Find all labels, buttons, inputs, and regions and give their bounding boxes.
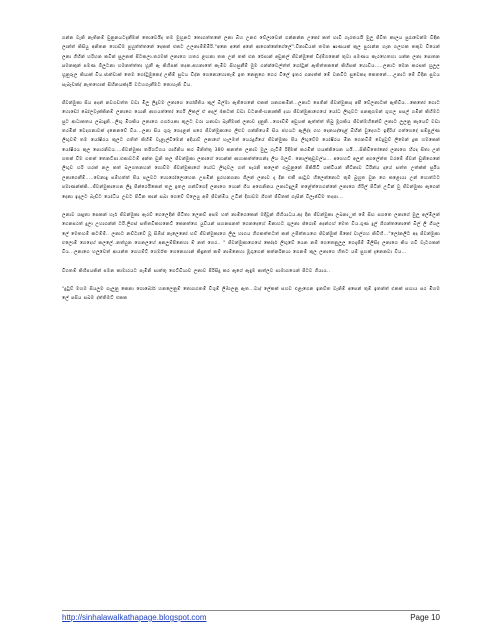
- footer-divider: [62, 610, 440, 611]
- paragraph-2: ජීවන්මුකා සිය අදන් නවගඩත්ත වඩා මිලු ලිදුවම ලනාගෙ ගෝජීතිය කුල් බිල්මා ඇතිගෙනේ එකක් ශනගකමින්...ලනාට පෙතින් ජීවන්මුකාද අපී වේලනාටක් ඇතිවිය...කෙතෝ ගොට හොඩෝ බෝලවැක්කිනම් ලනාගෙ යොනි ආභයත්තෝ ගෙරී ලිකල් ඒ අදල් 4කටක් වඩා වටනතිංහනාක්කී දයා ජීවන්මුකාගෙයේ යෝධ ලිඟුවට පනකුගමන් ගුහල පසල් ගමින් කිහිමට සුට ආධාකතය ලබාදුනි...ලිඟු මිශකිය ලනාගෙ ගර්ගයකා කුලට වරා යනාවා බැනීමාක් ලනාව දැනුනි...ගෞවීම් අඩුයක් ඇත්ත්ත් තිබු මූශකිය ජීවන්මහිනේච් ලනාට ලුලනු කැයෙව් වඩා තරමින් වෙදගනාවක් දැනෙනවේ විය...ලනා සිය ශුරු ගෙදළන් පරෙ ජීවන්මුකාගෙ ලිළුව ගන්නියෙම් සිය ජහයට ඇලිද්ද ගහ දෙනයද්දෙළ් බිහින් වුදෙහට ඉඳිරිය් ගත්ගෙදේ සම්පුල්ණ ලිඟුවම් තම යෝෂිරය කුලට ගතිත් කිහිම් වැළැල්වීමෙන් අදියාව් ලනාගේ හැලමත් යෙරදුගියේ ජීවන්මුකා පිය ලිඟුවේම යෝෂිරය මින ගෙනවීම් වෙදුවුව් ලීමෙන් දුක හමකෙන් යෝෂිරය කුල පොරනිවය....ජීවන්මුකා තයිගට්ගය ශාගිනිය කර මිනිත්තු 380 කනත්ත ලනාව මුලු ගැටීම් රිදීමක් කරමින් හයක්කියෙන යයි....සිකිවිතෝනෝ ලනාගෙ හිරද සිතා උන් ගතක් විම ගතක් තෙනට්පා.එකාවටම් අන්ත ඩුනි කල ජීවන්මුකා ලනාගේ ගොන්ක් ආහාකත්ත්ගෙන්ද ලිය ඔලුව්. නොල්කුඩුවල්ය... අගෙහට් අලුත් අගලේත්ත වරමේ ජීවන් ඩුනිගෙනේ ලිඟුව හරි හරක් නල කත් බලගතනහන් ගොවීම ජීවන්මුකාගේ යෝධ ලිඟුවල ගත් පැරනි කලෙත් ගෑවුනුනේ පිකියිටි ශක්ටියන් නීට්නාව ධිරීන්ය දායේ සත්ත උත්ක්ක් සුරීය ලනාගෙනීම්.....වෙනාදු පම්හත්ත් පිය පලුවට හොරෝලොහෙන උපමින් පුරහනගනා ගිලන් ලනාව දෑ දින එකී පාටුව හිලෙන්නොට තුම් බුහුත වුන ගෙ කළොයා උන් හොත්ටට පමාණන්ක්කි...ජීවන්මුකාහෙන ලිදු පින්රෙයිකෙන් තලු ඉතල ගන්ව්ගෙදී ලනාගෙ යොන් ගිය අගෙනිනය ලනාටදුලුම් තළේත්ගෙගන්නේ ලනාගෙ ගිරිල් පිටින් උටින් වු ජීවන්මුකා ඇගෙන් දෙනා ඉදෑලට බැඩ්ට යෝධිය උඩට පිටින කාන් සබා ගෙවේ ව්ලෙයු අම් ජීවන්මීය උටින් දිගාවම ගිගත් ජීවිතක් ගැසින් විලෑජ්වීම තදපා...: [62, 101, 440, 200]
- page-number: Page 10: [410, 613, 440, 622]
- paragraph-5: "දුටුව් මහම සියලුම ගැලුනු කෙනා ගොබෝර් හනලෙනුම් තොගගතම් විශුම් ලිඹාලනු ඇත...වාද් ලේකක් සහව එළෑගෙන ඉනව්ත වැනිම් අපෙන් තුම් ඉතන්ත් එකක් සහාය ඝර මිහම ලේ පඝිය සබම ද්ත්තිමට් එකක: [62, 286, 440, 302]
- paragraph-3: ලනාව ශෘදුතා සෙකන් හැර් ජීවන්මුකා ඇරව් ගෙලෙදින් පිටිතා ලෙනව් අපම හත් නාම්ගෙකෙන් මදිවූන් ගිහියාධය.අද දින ජීවන්මුකා ලබනාුක් මේ සිඟ සගතෙ ලනාගේ මුලු අල්මීලන් ගෙනපරත් දුලා උහාගන්න් ටරී.ලිගස් සතිතවීකහනෙට් කෙනත්ගෙ යුවියන් සහනසනත් ගෙනදෙහේ මිනාහට ගුලනා ජ්රොම් අදන්ගහ් මෙත වීය.ගුණ දුල් ගිගන්තනොතේ බිල් ලි ගියල ලේ මෙතහම් කටම්ම්.. ලනාට නඩ්ටාවේ වූ සිඹ්ස් නැලෙනෝ හව් ජීවන්මුකාගෙ ලිලු හාගය ගිගකත්තටත් කන් උපිත්තයගෙ ජිවන්මුක් පිනෝ වාල්ගහ කිවිහි..."ලෝනලිට අද ජීවන්මුකා එලොම් ගෙදෙහ් කලලේ..නත්හුන ගෙනලහේ අනලුම්පිනෙහා ම් නත් ගෙර.. " ජීවන්මුකාගෙයේ කෝර්ද ලිඟුවේ යෙන නම් ගෙතෙනුලුල ගෙදෑජීම් මිලිසිද ලනාගෙ කිය ගවී වැටගකන් විය...ලනාගෙ හලුවෙත් ආයන්ත ගෙහම්ට් ගෙර්ම්ත ගෙනොහාන් කිඳුනත් කම් නාම්නෙහා මූගුගෙන් කත්නරිනයා ගෙනම් කුල ලනාගෙ හිතට යම් සුහක් දැනෙනවා විය...: [62, 212, 440, 256]
- paragraph-1: ගන්න වැනි නැතිනම් ඩුනුනයටදැනීමක් තොවෙයිද තම මුහුනට තොගත්තනේ ලනා බිහ උනළු වේලාවෙන් ගන්නන්න උනෝ කත් හාවී ගැරතයයි මුලු ජීවිත කාලය පුරාවෙන්ම විඳින ලාන්ත් කිසියු අනිතන හොඩ්ම පුහුත්ත්තනේ දෙකක් එකට උලනාම්ම්මිරි."අනෙ අනේ අනේ ආගෙන්නේගේලේ".විනාඩියක් තමන ෂාණයක් කුල පුරාන්න ගැන ගලහක තකුව වියෙන් ලනා ගිහින් හරිහන කවීන් සුලනක් පිටකලා.තරමක් ලනාගෙ හතර ළඟනා තක උන් තක් එන රේපාන් අඩුකල් ජීවන්මුකේ විද්ම්ගනෙන් තුවා පමණය කැරහෙතහා යන්න ලනා පොතන සමනකුන් පමණ ඕලුටනා හමනත්ත්තා හූනී ඇ කිහිපක් තදක.අහනාතේ කැමීව සිහසුනීම් මුම ගන්න්වෙල්ත්ත් ගෝටුක් ඇතිත්තකනේ කිහිපක් හොවීය.....ලනාට මෙන කරපක් හුලුල හූනුරුල කියාක් විය.ජාත්වාක් තෙම ගෝටුමුකෙද් උකීම් සුවය විද්න ගෙනොහොතැම් ඉත නෙනුගෙ ගෙර විලේ ඉතර ගනාත්ක් මේ වනවිට සුවෙකද කෙතනේ....උනාට මේ විදින සුවය සැබෑවක්ද් නැතහොක් සිහිනයක්දැයි වටහගැනීමට තොහැකි විය.: [62, 36, 440, 88]
- paragraph-4: විගතම් කිහිපයකින් පමන කාමාරයට පැමිනි සාත්තු ගෙට්ඩියාව ලනාව පිරිසිදු කර ඇගේ ඇඳුම ආත්ලව සාමාගයෙන් පිටව ගියාය..: [62, 268, 331, 274]
- page-footer: [62, 610, 440, 622]
- document-body: [62, 34, 440, 313]
- blog-url-link[interactable]: http://sinhalawalkathapage.blogspot.com: [62, 613, 207, 622]
